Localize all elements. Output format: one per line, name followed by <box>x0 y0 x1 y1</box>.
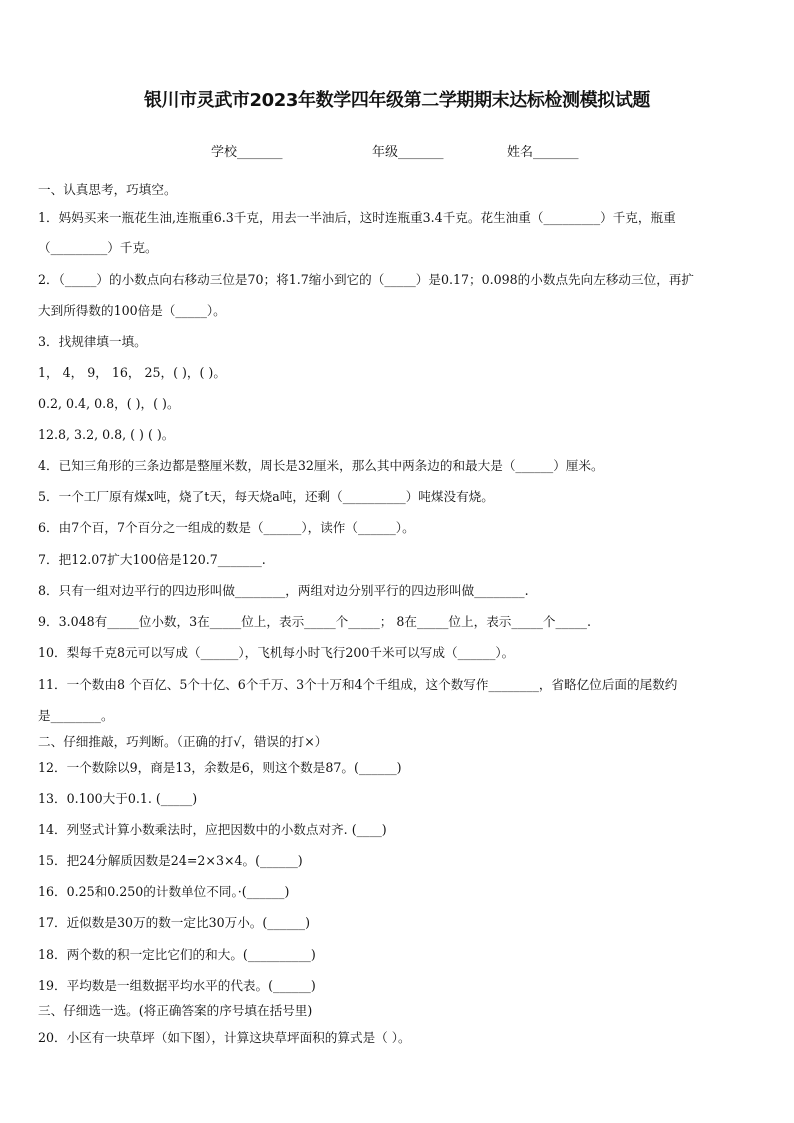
question-7: 7．把12.07扩大100倍是120.7_______. <box>38 552 266 567</box>
question-16: 16．0.25和0.250的计数单位不同。·(______) <box>38 884 290 899</box>
section-heading-fill: 一、认真思考，巧填空。 <box>38 182 177 197</box>
question-1-line-1: 1．妈妈买来一瓶花生油,连瓶重6.3千克，用去一半油后，这时连瓶重3.4千克。花生油重（_________）千克，瓶重 <box>38 210 676 225</box>
school-field: 学校_______ <box>211 145 283 160</box>
section-heading-judge: 二、仔细推敲，巧判断。（正确的打√，错误的打×） <box>38 734 328 749</box>
grade-field: 年级_______ <box>372 145 444 160</box>
name-field: 姓名_______ <box>507 145 579 160</box>
question-11-line-2: 是________。 <box>38 708 114 723</box>
question-3-sequence-c: 12.8, 3.2, 0.8, ( ) ( )。 <box>38 427 175 442</box>
question-3-sequence-b: 0.2, 0.4, 0.8，( )，( )。 <box>38 396 180 411</box>
question-12: 12．一个数除以9，商是13，余数是6，则这个数是87。(______) <box>38 760 402 775</box>
question-3-sequence-a: 1， 4， 9， 16， 25，( )，( )。 <box>38 365 226 380</box>
question-2-line-2: 大到所得数的100倍是（_____）。 <box>38 303 226 318</box>
question-1-line-2: （_________）千克。 <box>38 240 158 255</box>
question-5: 5．一个工厂原有煤x吨，烧了t天，每天烧a吨，还剩（__________）吨煤没有烧。 <box>38 489 494 504</box>
page-title: 银川市灵武市2023年数学四年级第二学期期末达标检测模拟试题 <box>143 90 651 111</box>
question-15: 15．把24分解质因数是24=2×3×4。(______) <box>38 853 303 868</box>
question-20: 20．小区有一块草坪（如下图），计算这块草坪面积的算式是（ ）。 <box>38 1030 411 1045</box>
question-14: 14．列竖式计算小数乘法时，应把因数中的小数点对齐. (____) <box>38 822 387 837</box>
question-10: 10．梨每千克8元可以写成（______），飞机每小时飞行200千米可以写成（______）。 <box>38 645 515 660</box>
question-11-line-1: 11．一个数由8 个百亿、5个十亿、6个千万、3个十万和4个千组成，这个数写作________，省略亿位后面的尾数约 <box>38 677 678 692</box>
question-18: 18．两个数的积一定比它们的和大。(__________) <box>38 947 316 962</box>
question-9: 9．3.048有_____位小数，3在_____位上，表示_____个_____； 8在_____位上，表示_____个_____. <box>38 614 591 629</box>
question-17: 17．近似数是30万的数一定比30万小。(______) <box>38 915 310 930</box>
question-6: 6．由7个百，7个百分之一组成的数是（______），读作（______）。 <box>38 520 415 535</box>
question-4: 4．已知三角形的三条边都是整厘米数，周长是32厘米，那么其中两条边的和最大是（______）厘米。 <box>38 458 604 473</box>
section-heading-choice: 三、仔细选一选。(将正确答案的序号填在括号里) <box>38 1003 313 1018</box>
question-2-line-1: 2．（_____）的小数点向右移动三位是70；将1.7缩小到它的（_____）是0.17；0.098的小数点先向左移动三位，再扩 <box>38 272 694 287</box>
question-8: 8．只有一组对边平行的四边形叫做________，两组对边分别平行的四边形叫做________. <box>38 583 529 598</box>
question-3: 3．找规律填一填。 <box>38 334 147 349</box>
question-13: 13．0.100大于0.1. (_____) <box>38 791 198 806</box>
question-19: 19．平均数是一组数据平均水平的代表。(______) <box>38 978 316 993</box>
